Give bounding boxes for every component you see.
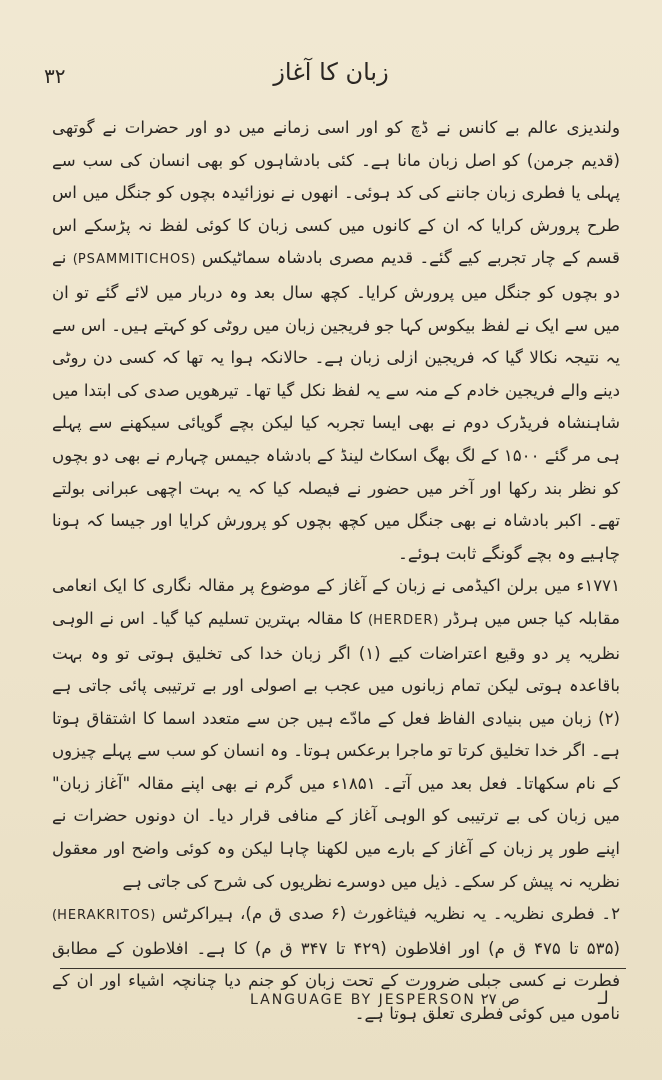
text-segment: نے دو بچوں کو جنگل میں پرورش کرایا۔ کچھ سال بعد وہ دربار میں لائے گئے تو ان میں سے ایک نے لفظ بیکوس کہا جو فریجین زبان میں روٹی کو کہتے ہیں۔ اس سے یہ نتیجہ نکالا گیا کہ فریجین ازلی زبان ہے۔ حالانکہ ہوا یہ تھا کہ کسی دن روٹی دینے والے فریجین خادم کے منہ سے یہ لفظ نکل گیا تھا۔ تیرھویں صدی کی ابتدا میں شاہنشاہ فریڈرک دوم نے بھی ایسا تجربہ کیا لیکن بچے گویائی سیکھنے سے پہلے ہی مر گئے ۱۵۰۰ کے لگ بھگ اسکاٹ لینڈ کے بادشاہ جیمس چہارم نے بھی دو بچوں کو نظر بند رکھا اور آخر میں حضور نے فیصلہ کیا کہ یہ بہت اچھی عبرانی بولتے تھے۔ اکبر بادشاہ نے بھی جنگل میں کچھ بچوں کو پرورش کرایا اور جیسا کہ ہونا چاہیے وہ بچے گونگے ثابت ہوئے۔ [52, 248, 620, 563]
text-segment: کا مقالہ بہترین تسلیم کیا گیا۔ اس نے الوہی نظریہ پر دو وقیع اعتراضات کیے (۱) اگر زبان خدا کی تخلیق ہوتی تو وہ بہت باقاعدہ ہوتی لیکن تمام زبانوں میں عجب بے اصولی اور بے ترتیبی پائی جاتی ہے (۲) زبان میں بنیادی الفاظ فعل کے مادّے ہیں جن سے متعدد اسما کا اشتقاق ہوتا ہے۔ اگر خدا تخلیق کرتا تو ماجرا برعکس ہوتا۔ وہ انسان کو سب سے پہلے چیزوں کے نام سکھاتا۔ فعل بعد میں آتے۔ ۱۸۵۱ء میں گرم نے بھی اپنے مقالہ "آغاز زبان" میں زبان کی بے ترتیبی کو الوہی آغاز کے منافی قرار دیا۔ ان دونوں حضرات نے اپنے طور پر زبان کے آغاز کے بارے میں لکھنا چاہا لیکن وہ کوئی واضح اور معقول نظریہ نہ پیش کر سکے۔ ذیل میں دوسرے نظریوں کی شرح کی جاتی ہے [52, 608, 621, 891]
page-number: ۳۲ [44, 64, 66, 88]
footnote-rule [60, 968, 626, 969]
text-segment: (۵۳۵ تا ۴۷۵ ق م) اور افلاطون (۴۲۹ تا ۳۴۷ ق م) کا ہے۔ افلاطون کے مطابق فطرت نے کسی جبلی ضرورت کے تحت زبان کو جنم دیا چنانچہ اشیاء اور ان کے ناموں میں کوئی فطری تعلق ہوتا ہے۔ [52, 938, 620, 1024]
footnote-page-ref: ص ۲۷ [480, 990, 520, 1008]
latin-name: (HERDER) [368, 612, 439, 628]
text-segment: ۲۔ فطری نظریہ۔ یہ نظریہ فیثاغورث (۶ صدی ق م)، ہیراکرٹس [155, 904, 620, 924]
text-segment: ۱۷۷۱ء میں برلن اکیڈمی نے زبان کے آغاز کے موضوع پر مقالہ نگاری کا ایک انعامی مقابلہ کیا جس میں ہرڈر [52, 576, 620, 628]
latin-name: (PSAMMITICHOS) [72, 252, 196, 268]
text-segment: ولندیزی عالم بے کانس نے ڈچ کو اور اسی زمانے میں دو اور حضرات نے گوتھی (قدیم جرمن) کو اصل زبان مانا ہے۔ کئی بادشاہوں کو بھی انسان کی سب سے پہلی یا فطری زبان جاننے کی کد ہوئی۔ انھوں نے نوزائیدہ بچوں کو جنگل میں اس طرح پرورش کرایا کہ ان کے کانوں میں کسی زبان کا کوئی لفظ نہ پڑسکے اس قسم کے چار تجربے کیے گئے۔ قدیم مصری بادشاہ سماٹیکس [52, 118, 620, 268]
footnote [250, 990, 520, 1008]
paragraph-1 [52, 112, 620, 570]
running-head: زبان کا آغاز [273, 58, 389, 86]
paragraph-2 [52, 570, 620, 898]
paragraph-3 [52, 898, 620, 1030]
footnote-mark: لـ [598, 988, 609, 1009]
latin-name: (HERAKRITOS) [52, 908, 156, 924]
body-text [52, 112, 620, 1031]
footnote-source: LANGUAGE BY JESPERSON [250, 992, 476, 1008]
